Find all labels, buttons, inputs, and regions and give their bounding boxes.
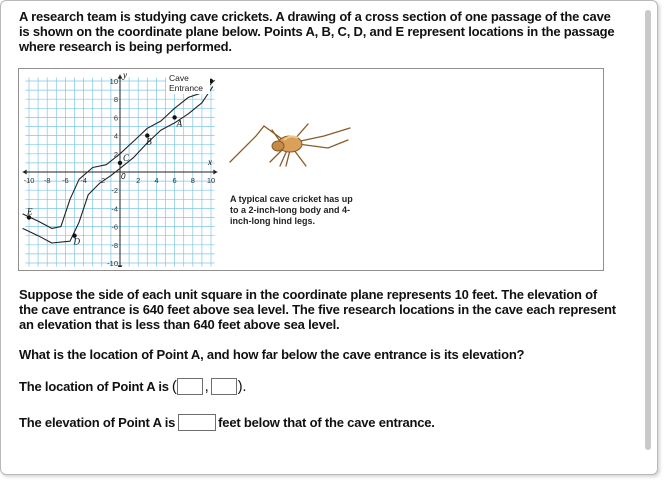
x-tick-label: -8 xyxy=(43,176,51,185)
problem-intro: A research team is studying cave crickets. A drawing of a cross section of one passage of the cave is shown on the coordinate plane below. Points A, B, C, D, and E represent locations in the passage where research is being performed. xyxy=(19,9,615,54)
y-tick-label: 8 xyxy=(113,95,118,105)
point-e-label: E xyxy=(27,206,33,217)
cave-upper-wall xyxy=(23,80,215,228)
x-tick-label: 6 xyxy=(172,176,177,185)
elevation-prefix: The elevation of Point A is xyxy=(19,414,176,430)
y-axis-label: y xyxy=(123,70,127,80)
point-a-y-input[interactable] xyxy=(211,378,237,395)
y-tick-label: -8 xyxy=(111,240,118,250)
y-axis-arrow-down xyxy=(118,265,123,267)
answer-line-elevation xyxy=(19,412,435,432)
x-tick-label: 8 xyxy=(190,176,195,185)
x-axis-arrow-right xyxy=(213,170,217,175)
y-axis-arrow-up xyxy=(118,75,123,79)
y-tick-label: 2 xyxy=(113,149,118,159)
x-tick-label: -6 xyxy=(62,176,69,185)
close-paren: ). xyxy=(237,377,247,395)
elevation-input[interactable] xyxy=(178,414,216,431)
y-tick-label: -6 xyxy=(111,222,118,232)
comma-separator: , xyxy=(204,377,209,395)
question-text: What is the location of Point A, and how far below the cave entrance is its elevation? xyxy=(19,347,525,362)
elevation-suffix: feet below that of the cave entrance. xyxy=(218,414,435,430)
point-b-label: B xyxy=(146,136,152,147)
point-c-label: C xyxy=(123,152,130,163)
origin-label: 0 xyxy=(121,172,126,181)
scenario-paragraph: Suppose the side of each unit square in the coordinate plane represents 10 feet. The elevation of the cave entrance is 640 feet above sea level. The five research locations in the cave each represent an elevation that is less than 640 feet above sea level. xyxy=(19,287,616,332)
point-a-x-input[interactable] xyxy=(177,378,203,395)
cricket-caption: A typical cave cricket has up to a 2-inch-long body and 4-inch-long hind legs. xyxy=(230,194,353,226)
y-tick-label: -10 xyxy=(107,259,118,267)
point-d-label: D xyxy=(73,236,80,247)
y-tick-label: -4 xyxy=(111,204,118,214)
answer-line-location xyxy=(19,376,246,396)
x-tick-label: 2 xyxy=(136,176,141,185)
y-tick-label: 10 xyxy=(109,77,118,86)
cave-cricket-illustration xyxy=(224,122,354,170)
point-c-marker xyxy=(118,161,122,165)
location-prefix: The location of Point A is xyxy=(19,378,169,394)
y-tick-label: 4 xyxy=(113,131,118,141)
x-tick-label: -2 xyxy=(98,176,106,185)
x-tick-label: 4 xyxy=(154,176,159,185)
x-tick-label: -10 xyxy=(23,176,35,185)
y-tick-label: -2 xyxy=(111,186,118,196)
scrollbar[interactable] xyxy=(644,8,653,468)
cave-entrance-label-2: Entrance xyxy=(169,83,204,93)
point-a-label: A xyxy=(176,118,183,129)
axes xyxy=(23,75,218,267)
cave-lower-wall xyxy=(23,87,216,244)
x-tick-label: 10 xyxy=(206,176,216,185)
x-tick-label: -4 xyxy=(80,176,87,185)
cave-entrance-label-1: Cave xyxy=(169,73,189,83)
cave-coordinate-plane xyxy=(18,68,222,267)
scrollbar-thumb[interactable] xyxy=(645,10,651,450)
x-axis-arrow-left xyxy=(23,170,27,175)
y-tick-label: 6 xyxy=(113,113,118,123)
x-axis-label: x xyxy=(208,157,212,167)
open-paren: ( xyxy=(171,377,177,395)
